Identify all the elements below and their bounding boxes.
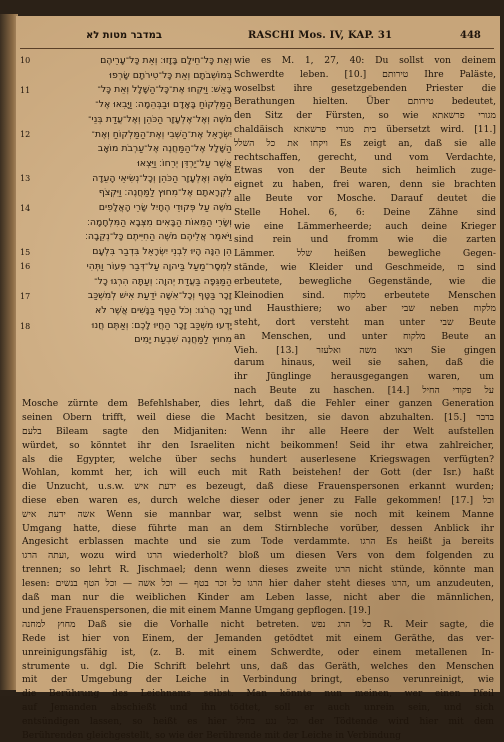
commentary-line: Lämmer. שלל heißen bewegliche Gegen- [234,248,496,260]
commentary-line: mit der Umgebung der Leiche in Verbindung bringt, ebenso verunreinigt, wie [22,674,494,686]
verse-number: 12 [20,130,31,139]
commentary-line: ihr Jünglinge herausgegangen waren, um [234,370,494,382]
commentary-line: lesen: הרגו כל זכר בטף — וכל אשה — וכל הטף בנשים hier daher steht dieses הרגו, um anzudeuten, [22,577,494,589]
verse-number: 13 [20,174,31,183]
commentary-right-column [234,54,496,354]
commentary-line: sind rein und fromm wie die zarten [234,234,496,246]
commentary-line: und Hausthiere; wo aber שבי neben מלקוח [234,303,496,315]
hebrew-line: בָּאֵשׁ׃ וַיִּקְחוּ אֶת־כָּל־הַשָּׁלָל וְאֵת כָּל־ [97,84,232,96]
commentary-line: seinen Obern trifft, weil diese die Macht besitzen, sie davon abzuhalten. [15.] בדבר [22,412,494,424]
commentary-line: und jene Frauenspersonen, die mit einem Manne Umgang gepflogen. [19.] [22,605,371,617]
commentary-line: entsündigen lassen, so heißt es hier וכל נגע בחלל der Tödtende wird hier mit dem [22,715,494,727]
commentary-line: Etwas von der Beute sich heimlich zuge- [234,165,496,177]
commentary-line: Vieh. [13.] ויצאו משה ואלעזר Sie gingen [234,344,496,356]
commentary-line: wie eine Lämmerheerde; auch deine Krieger [234,220,496,232]
commentary-line: ויקחו את כל השלל Es zeigt an, daß sie alle [234,137,496,149]
hebrew-text-column [36,54,232,354]
commentary-line: steht, dort versteht man unter שבי Beute [234,317,496,329]
header-rule [20,48,494,49]
hebrew-line: מֹשֶׁה וְאֶלְעָזָר הַכֹּהֵן וְכָל־נְשִׂיאֵי הָעֵדָה [92,172,232,184]
hebrew-line: זָכָר הֲרֹגוּ׃ וְכֹל הַטַּף בַּנָּשִׁים אֲשֶׁר לֹא [95,304,232,316]
commentary-line: diese eben waren es, durch welche dieser oder jener zu Falle gekommen! [17.] וכל [22,494,494,506]
commentary-line: Kleinodien sind. מלקוח erbeutete Menschen [234,289,496,301]
hebrew-line: מֹשֶׁה וְאֶל־אֶלְעָזָר הַכֹּהֵן וְאֶל־עֲדַת בְּנֵי־ [88,113,232,125]
verse-number: 17 [20,292,31,301]
commentary-line: erbeutete, bewegliche Gegenstände, wie die [234,275,496,287]
commentary-line: Rede ist hier von Einem, der Jemanden getödtet mit einem Geräthe, das ver- [22,632,494,644]
page-header [16,30,500,46]
verse-number: 18 [20,322,31,331]
commentary-line: chaldäisch בית מגורי פרשאתא übersetzt wird. [11.] [234,123,496,135]
hebrew-line: וְאֵת כָּל־חֵילָם בָּזָזוּ׃ וְאֵת כָּל־עָרֵיהֶם [100,55,232,66]
commentary-line: Angesicht erblassen machte und sie zum Tode verdammte. הרגו Es heißt ja bereits [22,536,494,548]
commentary-line: daß man nur die weiblichen Kinder am Leben lasse, nicht aber die männlichen, [22,591,494,603]
verse-number: 10 [20,56,31,65]
commentary-line: auf Jemanden abschießt und ihn tödtet, soll er auch unrein sein, und sich [22,701,494,713]
verse-number: 11 [20,86,31,95]
commentary-line: stände, wie Kleider und Geschmeide, בז sind [234,261,496,273]
hebrew-line: לִקְרָאתָם אֶל־מִחוּץ לַמַּחֲנֶה׃ וַיִּקְצֹף [98,187,232,199]
hebrew-line: יָדְעוּ מִשְׁכַּב זָכָר הַחֲיוּ לָכֶם׃ וְאַתֶּם חֲנוּ [91,319,232,331]
commentary-line: rechtschaffen, gerecht, und vom Verdachte, [234,151,496,163]
commentary-line: Schwerdte leben. [10.] טירותם Ihre Paläste, [234,68,496,80]
running-title: RASCHI Mos. IV, KAP. 31 [248,30,393,41]
hebrew-line: הֵן הֵנָּה הָיוּ לִבְנֵי יִשְׂרָאֵל בִּדְבַר בִּלְעָם [92,246,232,258]
commentary-line: ועתה הרגו, wozu wird הרגו wiederholt? bloß um diesen Vers von dem folgenden zu [22,550,494,562]
hebrew-line: יִשְׂרָאֵל אֶת־הַשְּׁבִי וְאֶת־הַמַּלְקוֹחַ וְאֶת־ [91,128,232,140]
commentary-line: Berührenden gleichgestellt, so wie der Berührende mit der Leiche in Verbindung [22,729,402,741]
commentary-line: die Berührung des Leichnams selbst. Man könnte nun meinen, wer einen Pfeil [22,688,494,700]
commentary-line: בלעם Bileam sagte den Midjaniten: Wenn ihr alle Heere der Welt aufstellen [22,425,494,437]
commentary-line: als die Egypter, welche über sechs hundert auserlesene Kriegswagen verfügten? [22,453,494,465]
commentary-line: Stelle Hohel. 6, 6: Deine Zähne sind [234,206,496,218]
commentary-line: würdet, so könntet ihr den Israeliten nicht beikommen! Seid ihr etwa zahlreicher, [22,439,494,451]
commentary-line: strumente u. dgl. Die Schrift belehrt uns, daß das Geräth, welches den Menschen [22,660,494,672]
verse-number: 15 [20,248,31,257]
commentary-line: wie es M. 1, 27, 40: Du sollst von deinem [234,55,496,66]
commentary-line: Mosche zürnte dem Befehlshaber, dies lehrt, daß die Fehler einer ganzen Generation [22,398,494,410]
commentary-line: Berathungen hielten. Über טירותם bedeutet, [234,96,496,108]
commentary-line: darum hinaus, weil sie sahen, daß die [234,357,494,368]
commentary-line: alle Beute vor Mosche. Darauf deutet die [234,192,496,204]
commentary-line: Wohlan, kommt her, ich will euch mit Rath beistehen! der Gott (der Isr.) haßt [22,467,494,479]
commentary-line: woselbst ihre gesetzgebenden Priester die [234,82,496,94]
commentary-full-width [22,356,494,741]
commentary-line: מחוץ למחנה Daß sie die Vorhalle nicht betreten. כל הרג נפש R. Meir sagte, die [22,619,494,631]
hebrew-line: וַיֹּאמֶר אֲלֵיהֶם מֹשֶׁה הַחִיִּיתֶם כָּל־נְקֵבָה׃ [85,231,232,243]
verse-number: 16 [20,262,31,271]
book-page [16,16,500,741]
commentary-line: unreinigungsfähig ist, (z. B. mit einem Schwerdte, oder einem metallenen In- [22,646,494,658]
hebrew-line: הַשָּׁלָל אֶל־הַמַּחֲנֶה אֶל־עַרְבֹת מוֹאָב [97,143,232,155]
page-number: 448 [460,30,481,41]
verse-number: 14 [20,204,31,213]
hebrew-line: מִחוּץ לַמַּחֲנֶה שִׁבְעַת יָמִים [134,334,232,346]
hebrew-line: לִמְסָר־מַעַל בַּיהוָה עַל־דְּבַר פְּעוֹר וַתְּהִי [86,260,232,272]
hebrew-line: הַמַּלְקוֹחַ בָּאָדָם וּבַבְּהֵמָה׃ וַיָּבִאוּ אֶל־ [95,99,232,111]
hebrew-line: מֹשֶׁה עַל פְּקוּדֵי הֶחָיִל שָׂרֵי הָאֲלָפִים [98,202,232,214]
commentary-line: die Unzucht, u.s.w. ידעת איש es bezeugt, daß diese Frauenspersonen erkannt wurden; [22,481,494,493]
commentary-line: trennen; so lehrt R. Jischmael; denn wenn dieses zweite הרגו nicht stünde, könnte man [22,563,494,575]
hebrew-line: הַמַּגֵּפָה בַּעֲדַת יְהוָה׃ וְעַתָּה הִרְגוּ כָל־ [94,275,232,287]
hebrew-line: זָכָר בַּטָּף וְכָל־אִשָּׁה יֹדַעַת אִישׁ לְמִשְׁכַּב [87,290,232,302]
commentary-line: an Menschen, und unter מלקוח Beute an [234,330,496,342]
commentary-line: nach Beute zu haschen. [14.] על פקודי החיל [234,384,494,396]
hebrew-line: אֲשֶׁר עַל־יַרְדֵּן יְרֵחוֹ׃ וַיֵּצְאוּ [137,157,232,169]
hebrew-running-title: במדבר מטות לא [86,30,162,41]
verse-number-margin [16,54,36,354]
hebrew-line: וְשָׂרֵי הַמֵּאוֹת הַבָּאִים מִצְּבָא הַמִּלְחָמָה׃ [87,216,232,228]
commentary-line: Umgang hatte, diese führte man an dem Stirnbleche vorüber, dessen Anblick ihr [22,522,494,534]
commentary-line: אשה ידעת איש Wenn sie mannbar war, selbst wenn sie noch mit keinem Manne [22,508,494,520]
commentary-line: eignet zu haben, frei waren, denn sie brachten [234,179,496,191]
hebrew-line: בְּמוֹשְׁבֹתָם וְאֵת כָּל־טִירֹתָם שָׂרְפוּ [109,69,232,81]
commentary-line: den Sitz der Fürsten, so wie מגורי פרשאתא [234,110,496,122]
